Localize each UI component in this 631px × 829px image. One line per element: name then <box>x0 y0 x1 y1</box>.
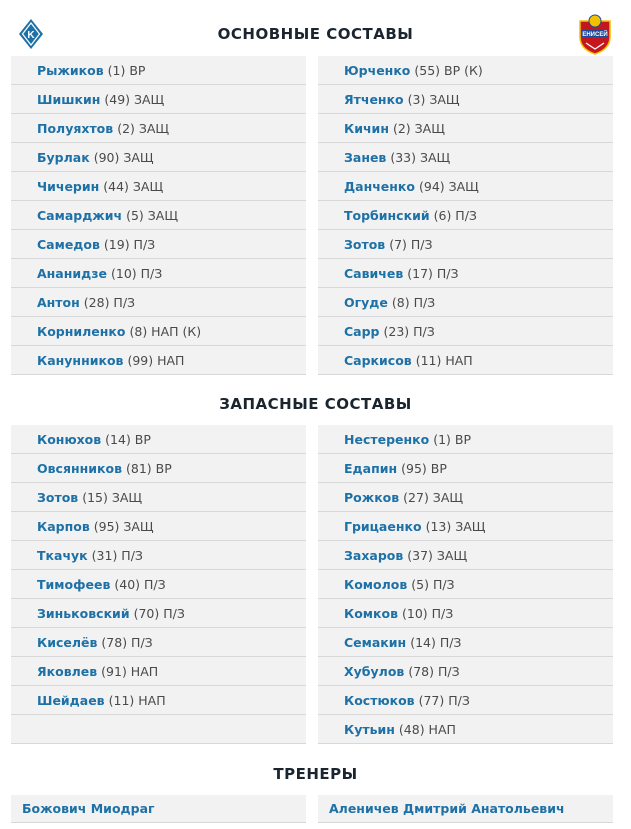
player-row <box>318 454 613 483</box>
player-row <box>318 317 613 346</box>
player-row <box>11 570 306 599</box>
player-number-position: (44) ЗАЩ <box>103 178 164 194</box>
player-row <box>318 56 613 85</box>
coaches-title: ТРЕНЕРЫ <box>273 765 358 783</box>
player-number-position: (13) ЗАЩ <box>425 518 486 534</box>
player-number-position: (49) ЗАЩ <box>104 91 165 107</box>
player-row <box>11 541 306 570</box>
player-name-link[interactable]: Зотов <box>344 236 386 252</box>
player-name-link[interactable]: Антон <box>37 294 80 310</box>
player-number-position: (6) П/З <box>433 207 477 223</box>
player-row <box>11 628 306 657</box>
player-number-position: (8) НАП (К) <box>129 323 202 339</box>
player-number-position: (31) П/З <box>91 547 143 563</box>
svg-text:K: K <box>27 30 35 41</box>
away-starters-list <box>318 56 613 375</box>
player-name-link[interactable]: Грицаенко <box>344 518 422 534</box>
player-row <box>11 201 306 230</box>
player-number-position: (77) П/З <box>418 692 470 708</box>
player-name-link[interactable]: Бурлак <box>37 149 90 165</box>
player-number-position: (11) НАП <box>108 692 166 708</box>
player-row <box>11 599 306 628</box>
player-name-link[interactable]: Комолов <box>344 576 408 592</box>
player-number-position: (5) ЗАЩ <box>126 207 179 223</box>
player-row <box>318 172 613 201</box>
player-name-link[interactable]: Шишкин <box>37 91 101 107</box>
yenisey-logo <box>578 13 612 55</box>
player-row <box>318 628 613 657</box>
home-coach-name[interactable]: Божович Миодраг <box>11 795 306 823</box>
player-number-position: (5) П/З <box>411 576 455 592</box>
player-number-position: (2) ЗАЩ <box>392 120 445 136</box>
player-number-position: (48) НАП <box>398 721 456 737</box>
player-number-position: (15) ЗАЩ <box>82 489 143 505</box>
yenisey-logo-text: ЕНИСЕЙ <box>582 32 608 38</box>
player-name-link[interactable]: Сарр <box>344 323 380 339</box>
player-row <box>11 259 306 288</box>
player-name-link[interactable]: Саркисов <box>344 352 412 368</box>
player-name-link[interactable]: Торбинский <box>344 207 430 223</box>
player-number-position: (40) П/З <box>114 576 166 592</box>
player-row <box>318 686 613 715</box>
player-number-position: (10) П/З <box>402 605 454 621</box>
player-row <box>318 346 613 375</box>
away-coach-name[interactable]: Аленичев Дмитрий Анатольевич <box>318 795 613 823</box>
player-name-link[interactable]: Овсянников <box>37 460 122 476</box>
player-number-position: (33) ЗАЩ <box>390 149 451 165</box>
player-row <box>318 201 613 230</box>
main-lineups-title: ОСНОВНЫЕ СОСТАВЫ <box>217 25 414 43</box>
player-row <box>318 114 613 143</box>
player-name-link[interactable]: Зиньковский <box>37 605 130 621</box>
player-name-link[interactable]: Полуяхтов <box>37 120 114 136</box>
player-number-position: (1) ВР <box>107 62 146 78</box>
player-number-position: (99) НАП <box>127 352 185 368</box>
player-row <box>318 599 613 628</box>
player-name-link[interactable]: Ятченко <box>344 91 404 107</box>
player-number-position: (3) ЗАЩ <box>407 91 460 107</box>
player-number-position: (14) П/З <box>410 634 462 650</box>
player-name-link[interactable]: Юрченко <box>344 62 411 78</box>
player-number-position: (78) П/З <box>408 663 460 679</box>
player-number-position: (90) ЗАЩ <box>93 149 154 165</box>
player-name-link[interactable]: Карпов <box>37 518 90 534</box>
player-name-link[interactable]: Комков <box>344 605 399 621</box>
player-name-link[interactable]: Рыжиков <box>37 62 104 78</box>
player-name-link[interactable]: Чичерин <box>37 178 100 194</box>
player-number-position: (95) ВР <box>401 460 447 476</box>
player-name-link[interactable]: Зотов <box>37 489 79 505</box>
empty-row <box>11 715 306 744</box>
player-name-link[interactable]: Данченко <box>344 178 415 194</box>
player-name-link[interactable]: Кутьин <box>344 721 395 737</box>
player-row <box>11 114 306 143</box>
player-name-link[interactable]: Занев <box>344 149 387 165</box>
player-name-link[interactable]: Шейдаев <box>37 692 105 708</box>
player-name-link[interactable]: Семакин <box>344 634 407 650</box>
player-name-link[interactable]: Самарджич <box>37 207 123 223</box>
player-name-link[interactable]: Ананидзе <box>37 265 107 281</box>
player-row <box>11 425 306 454</box>
player-number-position: (2) ЗАЩ <box>117 120 170 136</box>
player-name-link[interactable]: Савичев <box>344 265 404 281</box>
player-row <box>11 483 306 512</box>
away-substitutes-list <box>318 425 613 744</box>
player-number-position: (19) П/З <box>103 236 156 252</box>
player-number-position: (95) ЗАЩ <box>93 518 154 534</box>
player-row <box>318 512 613 541</box>
player-number-position: (7) П/З <box>389 236 433 252</box>
player-row <box>11 172 306 201</box>
player-number-position: (1) ВР <box>433 431 472 447</box>
player-number-position: (14) ВР <box>105 431 151 447</box>
player-name-link[interactable]: Яковлев <box>37 663 98 679</box>
home-starters-list <box>11 56 306 375</box>
player-row <box>11 512 306 541</box>
player-row <box>11 230 306 259</box>
player-name-link[interactable]: Нестеренко <box>344 431 430 447</box>
home-substitutes-list <box>11 425 306 744</box>
player-row <box>11 686 306 715</box>
player-row <box>11 346 306 375</box>
player-row <box>11 288 306 317</box>
player-name-link[interactable]: Киселёв <box>37 634 98 650</box>
player-number-position: (10) П/З <box>110 265 163 281</box>
player-name-link[interactable]: Костюков <box>344 692 415 708</box>
player-number-position: (91) НАП <box>101 663 159 679</box>
player-row <box>11 454 306 483</box>
player-number-position: (28) П/З <box>83 294 136 310</box>
player-name-link[interactable]: Корниленко <box>37 323 126 339</box>
player-number-position: (94) ЗАЩ <box>418 178 479 194</box>
player-name-link[interactable]: Рожков <box>344 489 400 505</box>
player-number-position: (17) П/З <box>407 265 459 281</box>
player-name-link[interactable]: Захаров <box>344 547 404 563</box>
player-number-position: (11) НАП <box>415 352 473 368</box>
player-row <box>11 85 306 114</box>
player-number-position: (70) П/З <box>133 605 185 621</box>
player-number-position: (8) П/З <box>391 294 436 310</box>
player-row <box>318 541 613 570</box>
player-name-link[interactable]: Ткачук <box>37 547 88 563</box>
player-name-link[interactable]: Хубулов <box>344 663 405 679</box>
player-number-position: (55) ВР (К) <box>414 62 483 78</box>
player-number-position: (81) ВР <box>126 460 172 476</box>
player-name-link[interactable]: Канунников <box>37 352 124 368</box>
player-row <box>318 483 613 512</box>
player-row <box>11 317 306 346</box>
player-number-position: (37) ЗАЩ <box>407 547 468 563</box>
player-name-link[interactable]: Конюхов <box>37 431 102 447</box>
player-row <box>318 143 613 172</box>
player-row <box>318 570 613 599</box>
player-row <box>318 657 613 686</box>
player-name-link[interactable]: Самедов <box>37 236 100 252</box>
player-number-position: (23) П/З <box>383 323 435 339</box>
player-name-link[interactable]: Кичин <box>344 120 389 136</box>
player-number-position: (27) ЗАЩ <box>403 489 464 505</box>
player-name-link[interactable]: Тимофеев <box>37 576 111 592</box>
player-name-link[interactable]: Едапин <box>344 460 398 476</box>
player-row <box>318 230 613 259</box>
player-row <box>318 259 613 288</box>
player-row <box>318 425 613 454</box>
player-row <box>318 85 613 114</box>
player-row <box>11 143 306 172</box>
player-row <box>11 657 306 686</box>
player-row <box>11 56 306 85</box>
player-row <box>318 715 613 744</box>
substitutes-title: ЗАПАСНЫЕ СОСТАВЫ <box>219 395 412 413</box>
player-name-link[interactable]: Огуде <box>344 294 388 310</box>
player-row <box>318 288 613 317</box>
player-number-position: (78) П/З <box>101 634 153 650</box>
